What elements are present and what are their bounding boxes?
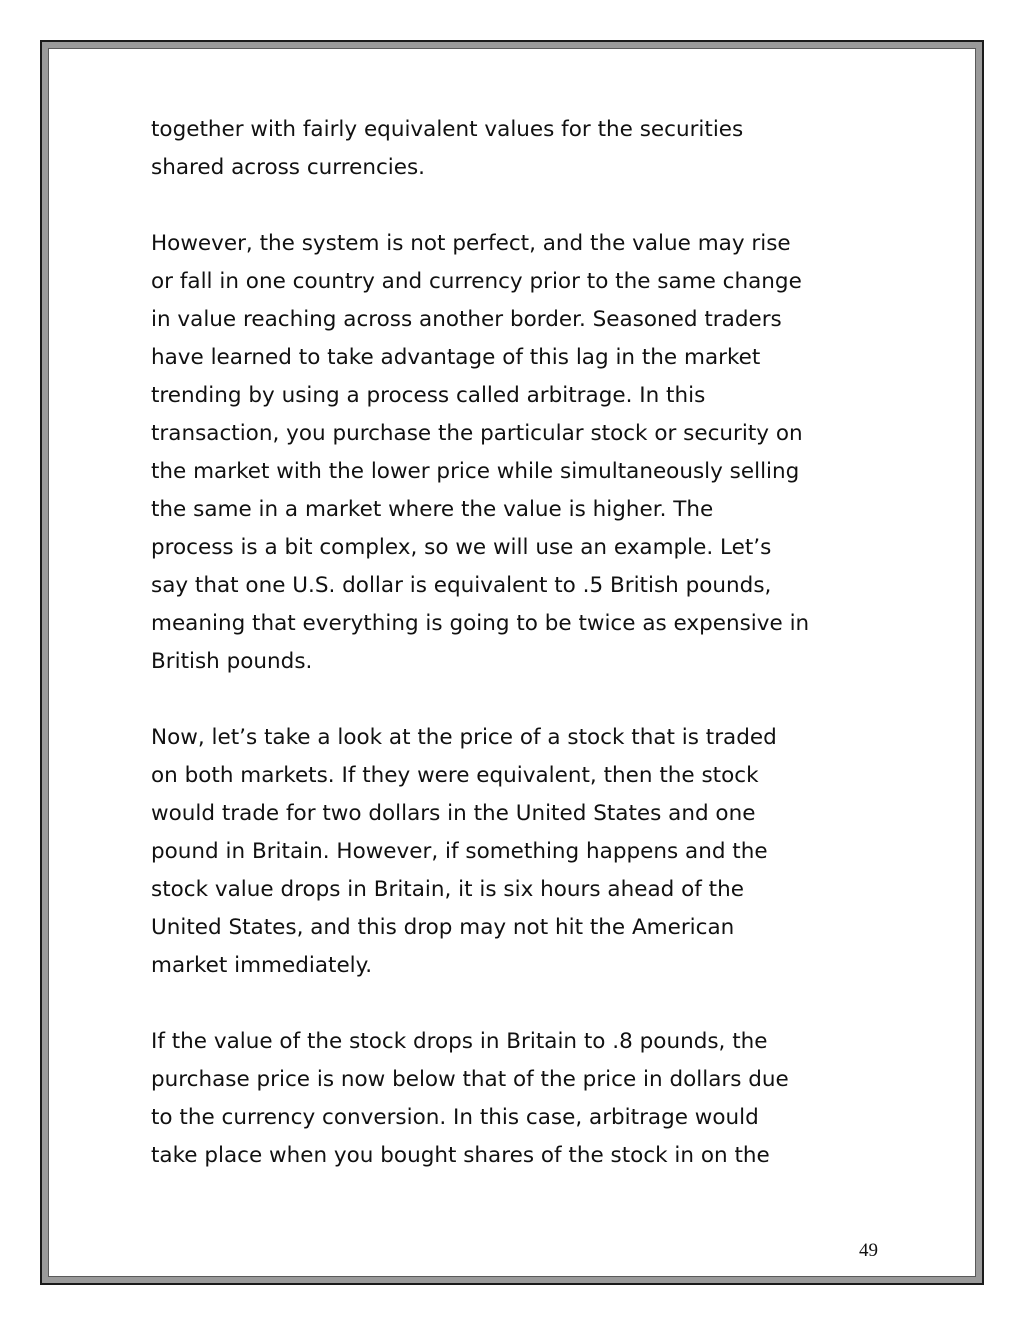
paragraph-2: However, the system is not perfect, and the value may rise or fall in one country and currency prior to the same change in value reaching across another border. Seasoned traders have learned to take advantage of this lag in the market trending by using a process called arbitrage. In this transaction, you purchase the particular stock or security on the market with the lower price while simultaneously selling the same in a market where the value is higher. The process is a bit complex, so we will use an example. Let’s say that one U.S. dollar is equivalent to .5 British pounds, meaning that everything is going to be twice as expensive in British pounds. [151, 231, 810, 674]
body-text [151, 111, 881, 1213]
page-number: 49 [859, 1240, 878, 1261]
paragraph-4: If the value of the stock drops in Britain to .8 pounds, the purchase price is now below that of the price in dollars due to the currency conversion. In this case, arbitrage would take place when you bought shares of the stock in on the [151, 1029, 789, 1168]
paragraph-3: Now, let’s take a look at the price of a stock that is traded on both markets. If they were equivalent, then the stock would trade for two dollars in the United States and one pound in Britain. However, if something happens and the stock value drops in Britain, it is six hours ahead of the United States, and this drop may not hit the American market immediately. [151, 725, 777, 978]
paragraph-1: together with fairly equivalent values for the securities shared across currencies. [151, 117, 744, 180]
